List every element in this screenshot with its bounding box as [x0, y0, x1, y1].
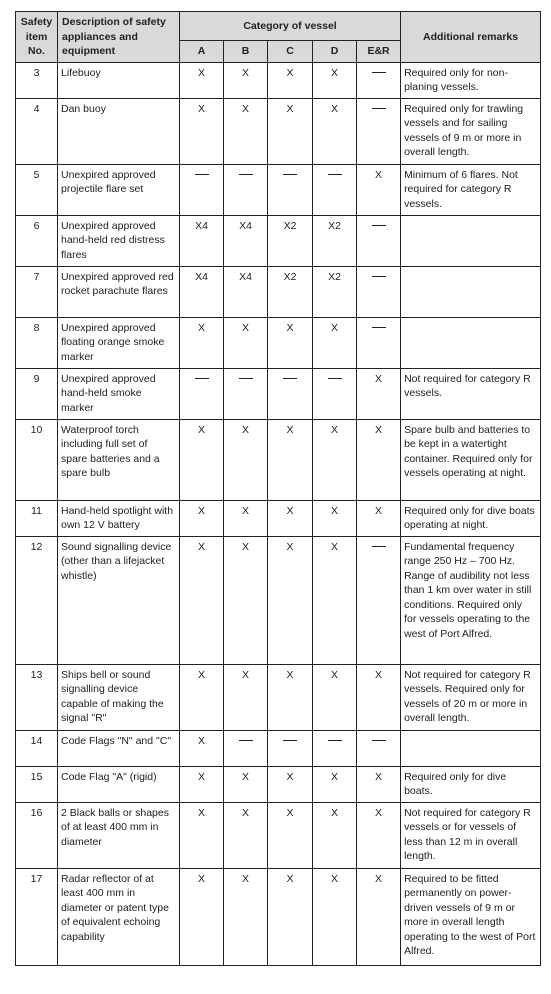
- category-d-cell: X: [313, 98, 357, 164]
- item-number: 8: [16, 317, 58, 368]
- category-c-cell: X: [268, 419, 313, 500]
- category-b-cell: X: [224, 766, 268, 802]
- item-number: 7: [16, 266, 58, 317]
- category-a-cell: X: [180, 664, 224, 730]
- item-number: 15: [16, 766, 58, 802]
- category-d-cell: X2: [313, 266, 357, 317]
- item-number: 5: [16, 164, 58, 215]
- category-a-cell: X: [180, 317, 224, 368]
- dash-mark: [283, 378, 297, 379]
- category-a-cell: X: [180, 98, 224, 164]
- category-a-cell: [180, 368, 224, 419]
- header-remarks: Additional remarks: [401, 12, 541, 63]
- category-er-cell: X: [357, 664, 401, 730]
- category-a-cell: X: [180, 730, 224, 766]
- header-category: Category of vessel: [180, 12, 401, 41]
- category-b-cell: X: [224, 664, 268, 730]
- dash-mark: [195, 174, 209, 175]
- category-er-cell: X: [357, 802, 401, 868]
- item-remarks: Required to be fitted permanently on power-driven vessels of 9 m or more in overall length operating to the west of Port Alfred.: [401, 868, 541, 965]
- item-description: Dan buoy: [58, 98, 180, 164]
- header-cat-d: D: [313, 41, 357, 63]
- category-d-cell: X: [313, 802, 357, 868]
- category-d-cell: X: [313, 62, 357, 98]
- category-d-cell: X: [313, 868, 357, 965]
- header-description: Description of safety appliances and equipment: [58, 12, 180, 63]
- category-c-cell: X: [268, 500, 313, 536]
- item-number: 10: [16, 419, 58, 500]
- item-description: Lifebuoy: [58, 62, 180, 98]
- table-row: [16, 215, 541, 266]
- item-description: Sound signalling device (other than a lifejacket whistle): [58, 536, 180, 664]
- category-d-cell: X: [313, 536, 357, 664]
- category-b-cell: X: [224, 98, 268, 164]
- item-description: Code Flags "N" and "C": [58, 730, 180, 766]
- table-row: [16, 419, 541, 500]
- dash-mark: [283, 174, 297, 175]
- category-d-cell: [313, 730, 357, 766]
- category-b-cell: X4: [224, 266, 268, 317]
- table-row: [16, 868, 541, 965]
- category-b-cell: X: [224, 868, 268, 965]
- header-cat-a: A: [180, 41, 224, 63]
- category-d-cell: X: [313, 419, 357, 500]
- category-a-cell: X: [180, 536, 224, 664]
- item-remarks: Fundamental frequency range 250 Hz – 700 Hz. Range of audibility not less than 1 km over water in still conditions. Required only for vessels operating to the west of Port Alfred.: [401, 536, 541, 664]
- item-number: 12: [16, 536, 58, 664]
- table-body: [16, 62, 541, 965]
- category-c-cell: [268, 164, 313, 215]
- table-row: [16, 766, 541, 802]
- category-c-cell: X: [268, 317, 313, 368]
- category-a-cell: X: [180, 802, 224, 868]
- category-er-cell: X: [357, 766, 401, 802]
- category-er-cell: X: [357, 500, 401, 536]
- item-number: 3: [16, 62, 58, 98]
- table-row: [16, 266, 541, 317]
- category-er-cell: [357, 730, 401, 766]
- category-d-cell: X2: [313, 215, 357, 266]
- item-number: 13: [16, 664, 58, 730]
- category-a-cell: X4: [180, 266, 224, 317]
- category-er-cell: [357, 317, 401, 368]
- category-er-cell: X: [357, 868, 401, 965]
- item-description: Radar reflector of at least 400 mm in diameter or patent type of equivalent echoing capability: [58, 868, 180, 965]
- safety-equipment-table: [15, 11, 541, 966]
- category-d-cell: [313, 164, 357, 215]
- dash-mark: [372, 740, 386, 741]
- category-er-cell: X: [357, 164, 401, 215]
- dash-mark: [372, 546, 386, 547]
- header-cat-b: B: [224, 41, 268, 63]
- dash-mark: [372, 276, 386, 277]
- item-description: Code Flag "A" (rigid): [58, 766, 180, 802]
- category-d-cell: X: [313, 766, 357, 802]
- category-a-cell: [180, 164, 224, 215]
- category-b-cell: [224, 368, 268, 419]
- category-c-cell: X: [268, 868, 313, 965]
- table-row: [16, 164, 541, 215]
- item-remarks: Not required for category R vessels.: [401, 368, 541, 419]
- category-er-cell: [357, 266, 401, 317]
- category-b-cell: X: [224, 317, 268, 368]
- category-a-cell: X: [180, 419, 224, 500]
- category-a-cell: X: [180, 766, 224, 802]
- category-b-cell: X4: [224, 215, 268, 266]
- dash-mark: [372, 108, 386, 109]
- dash-mark: [239, 740, 253, 741]
- category-c-cell: X: [268, 802, 313, 868]
- category-c-cell: X: [268, 664, 313, 730]
- item-description: Unexpired approved red rocket parachute flares: [58, 266, 180, 317]
- dash-mark: [283, 740, 297, 741]
- item-remarks: [401, 730, 541, 766]
- dash-mark: [239, 378, 253, 379]
- item-number: 16: [16, 802, 58, 868]
- item-remarks: [401, 266, 541, 317]
- item-number: 6: [16, 215, 58, 266]
- category-c-cell: X2: [268, 215, 313, 266]
- dash-mark: [328, 740, 342, 741]
- category-b-cell: X: [224, 62, 268, 98]
- item-description: Unexpired approved floating orange smoke marker: [58, 317, 180, 368]
- category-er-cell: [357, 98, 401, 164]
- dash-mark: [328, 378, 342, 379]
- item-remarks: Not required for category R vessels or for vessels of less than 12 m in overall length.: [401, 802, 541, 868]
- item-number: 14: [16, 730, 58, 766]
- category-c-cell: [268, 730, 313, 766]
- dash-mark: [195, 378, 209, 379]
- table-row: [16, 62, 541, 98]
- category-er-cell: X: [357, 368, 401, 419]
- item-description: Unexpired approved projectile flare set: [58, 164, 180, 215]
- dash-mark: [372, 225, 386, 226]
- category-b-cell: [224, 164, 268, 215]
- table-row: [16, 317, 541, 368]
- item-remarks: Required only for non-planing vessels.: [401, 62, 541, 98]
- category-b-cell: X: [224, 500, 268, 536]
- category-d-cell: X: [313, 664, 357, 730]
- category-er-cell: X: [357, 419, 401, 500]
- category-c-cell: X2: [268, 266, 313, 317]
- category-b-cell: X: [224, 536, 268, 664]
- item-remarks: Required only for dive boats.: [401, 766, 541, 802]
- category-c-cell: X: [268, 98, 313, 164]
- category-d-cell: X: [313, 317, 357, 368]
- item-description: Unexpired approved hand-held smoke marker: [58, 368, 180, 419]
- category-b-cell: X: [224, 419, 268, 500]
- table-row: [16, 536, 541, 664]
- category-c-cell: X: [268, 62, 313, 98]
- item-number: 4: [16, 98, 58, 164]
- category-a-cell: X: [180, 868, 224, 965]
- category-c-cell: X: [268, 536, 313, 664]
- category-a-cell: X4: [180, 215, 224, 266]
- table-row: [16, 802, 541, 868]
- dash-mark: [328, 174, 342, 175]
- item-number: 11: [16, 500, 58, 536]
- table-row: [16, 500, 541, 536]
- item-description: Unexpired approved hand-held red distress flares: [58, 215, 180, 266]
- item-remarks: Required only for trawling vessels and for sailing vessels of 9 m or more in overall length.: [401, 98, 541, 164]
- category-er-cell: [357, 536, 401, 664]
- item-description: Waterproof torch including full set of spare batteries and a spare bulb: [58, 419, 180, 500]
- category-a-cell: X: [180, 62, 224, 98]
- table-row: [16, 730, 541, 766]
- dash-mark: [372, 72, 386, 73]
- category-d-cell: X: [313, 500, 357, 536]
- table-row: [16, 98, 541, 164]
- item-description: Hand-held spotlight with own 12 V battery: [58, 500, 180, 536]
- header-cat-er: E&R: [357, 41, 401, 63]
- table-row: [16, 664, 541, 730]
- header-cat-c: C: [268, 41, 313, 63]
- category-er-cell: [357, 62, 401, 98]
- dash-mark: [372, 327, 386, 328]
- category-d-cell: [313, 368, 357, 419]
- category-b-cell: [224, 730, 268, 766]
- item-remarks: Minimum of 6 flares. Not required for category R vessels.: [401, 164, 541, 215]
- item-remarks: Required only for dive boats operating at night.: [401, 500, 541, 536]
- item-remarks: [401, 317, 541, 368]
- category-c-cell: [268, 368, 313, 419]
- table-row: [16, 368, 541, 419]
- item-description: 2 Black balls or shapes of at least 400 mm in diameter: [58, 802, 180, 868]
- item-description: Ships bell or sound signalling device capable of making the signal "R": [58, 664, 180, 730]
- header-item-no: Safety item No.: [16, 12, 58, 63]
- category-er-cell: [357, 215, 401, 266]
- category-c-cell: X: [268, 766, 313, 802]
- category-b-cell: X: [224, 802, 268, 868]
- item-remarks: Not required for category R vessels. Required only for vessels of 20 m or more in overall length.: [401, 664, 541, 730]
- item-remarks: Spare bulb and batteries to be kept in a watertight container. Required only for vessels operating at night.: [401, 419, 541, 500]
- item-remarks: [401, 215, 541, 266]
- dash-mark: [239, 174, 253, 175]
- item-number: 9: [16, 368, 58, 419]
- category-a-cell: X: [180, 500, 224, 536]
- item-number: 17: [16, 868, 58, 965]
